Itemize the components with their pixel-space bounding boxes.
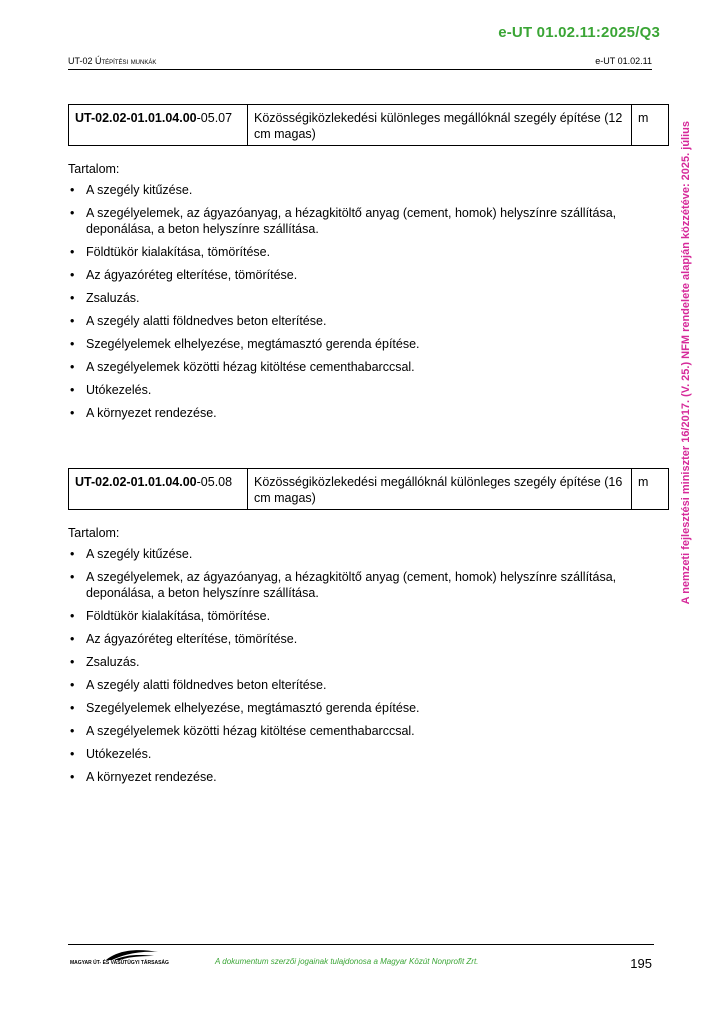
- list-item: • A szegélyelemek közötti hézag kitöltése cementhabarccsal.: [68, 359, 666, 375]
- list-item: • Földtükör kialakítása, tömörítése.: [68, 608, 666, 624]
- item-code: UT-02.02-01.01.04.00-05.07: [69, 105, 248, 146]
- list-item: • A környezet rendezése.: [68, 405, 666, 421]
- list-item: • Utókezelés.: [68, 382, 666, 398]
- list-item: • Földtükör kialakítása, tömörítése.: [68, 244, 666, 260]
- side-publication-note: A nemzeti fejlesztési miniszter 16/2017. (V. 25.) NFM rendelete alapján közzétéve: 2025. július: [680, 121, 692, 605]
- content-label: Tartalom:: [68, 162, 120, 176]
- footer-copyright: A dokumentum szerzői jogainak tulajdonosa a Magyar Közút Nonprofit Zrt.: [215, 957, 479, 966]
- footer-divider: [68, 944, 654, 945]
- page-number: 195: [630, 956, 652, 971]
- item-code: UT-02.02-01.01.04.00-05.08: [69, 469, 248, 510]
- list-item: • A szegély kitűzése.: [68, 182, 666, 198]
- list-item: • Utókezelés.: [68, 746, 666, 762]
- item-description: Közösségiközlekedési megállóknál különleges szegély építése (16 cm magas): [248, 469, 632, 510]
- item-unit: m: [632, 105, 669, 146]
- running-header-left: UT-02 Útépítési munkák: [68, 56, 157, 66]
- item-section-2: [68, 468, 669, 792]
- running-header: [68, 56, 652, 70]
- list-item: • A szegély kitűzése.: [68, 546, 666, 562]
- list-item: • A szegélyelemek közötti hézag kitöltése cementhabarccsal.: [68, 723, 666, 739]
- list-item: • Szegélyelemek elhelyezése, megtámasztó gerenda építése.: [68, 700, 666, 716]
- document-code: e-UT 01.02.11:2025/Q3: [498, 24, 660, 41]
- list-item: • A szegély alatti földnedves beton elterítése.: [68, 313, 666, 329]
- list-item: • Az ágyazóréteg elterítése, tömörítése.: [68, 267, 666, 283]
- item-description: Közösségiközlekedési különleges megállóknál szegély építése (12 cm magas): [248, 105, 632, 146]
- running-header-chapter: Útépítési munkák: [95, 56, 157, 66]
- content-label: Tartalom:: [68, 526, 120, 540]
- list-item: • A környezet rendezése.: [68, 769, 666, 785]
- list-item: • A szegélyelemek, az ágyazóanyag, a hézagkitöltő anyag (cement, homok) helyszínre szállítása, deponálása, a beton helyszínre szállítása.: [68, 569, 666, 601]
- footer-logo: [70, 948, 169, 970]
- list-item: • Az ágyazóréteg elterítése, tömörítése.: [68, 631, 666, 647]
- list-item: • A szegély alatti földnedves beton elterítése.: [68, 677, 666, 693]
- item-header-table: [68, 104, 669, 146]
- running-header-right: e-UT 01.02.11: [595, 56, 652, 66]
- logo-text: MAGYAR ÚT- ÉS VASÚTÜGYI TÁRSASÁG: [70, 960, 169, 966]
- item-unit: m: [632, 469, 669, 510]
- item-section-1: [68, 104, 669, 428]
- item-header-table: [68, 468, 669, 510]
- content-list: [68, 182, 669, 421]
- list-item: • A szegélyelemek, az ágyazóanyag, a hézagkitöltő anyag (cement, homok) helyszínre szállítása, deponálása, a beton helyszínre szállítása.: [68, 205, 666, 237]
- content-list: [68, 546, 669, 785]
- list-item: • Zsaluzás.: [68, 290, 666, 306]
- list-item: • Zsaluzás.: [68, 654, 666, 670]
- list-item: • Szegélyelemek elhelyezése, megtámasztó gerenda építése.: [68, 336, 666, 352]
